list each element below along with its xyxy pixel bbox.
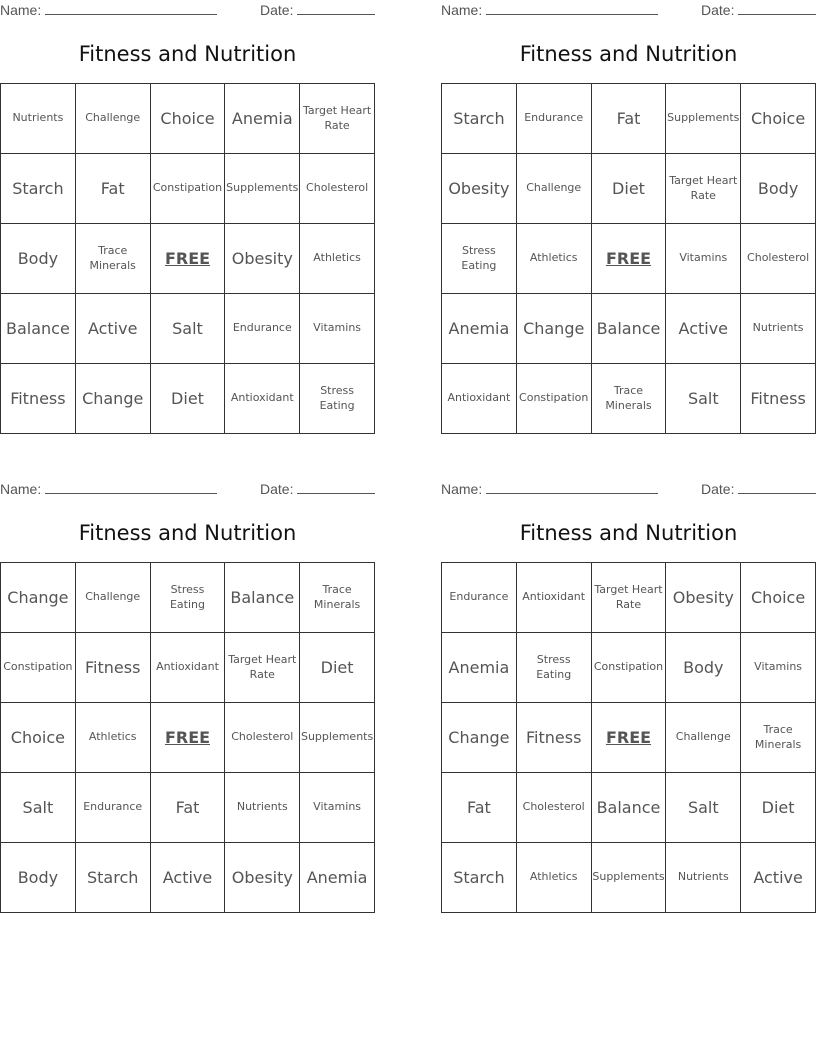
card-header — [441, 479, 816, 501]
bingo-cell: Trace Minerals — [76, 224, 151, 294]
date-blank-line — [297, 2, 375, 15]
bingo-cell: Athletics — [76, 703, 151, 773]
card-header — [0, 479, 375, 501]
bingo-cell: Supplements — [300, 703, 375, 773]
bingo-cell: Body — [1, 224, 76, 294]
bingo-cell: Antioxidant — [225, 364, 300, 434]
bingo-cell: Active — [666, 294, 741, 364]
bingo-cell: Supplements — [592, 843, 667, 913]
bingo-cell: Change — [442, 703, 517, 773]
bingo-cell: Diet — [741, 773, 816, 843]
date-label: Date: — [701, 481, 735, 497]
date-label: Date: — [260, 2, 294, 18]
bingo-cell: Challenge — [666, 703, 741, 773]
bingo-cell: Nutrients — [1, 84, 76, 154]
bingo-cell: Stress Eating — [517, 633, 592, 703]
bingo-cell: Stress Eating — [151, 563, 226, 633]
bingo-cell: Salt — [1, 773, 76, 843]
date-field — [260, 2, 375, 18]
name-label: Name: — [441, 481, 483, 497]
bingo-cell: Active — [76, 294, 151, 364]
bingo-cell: Target Heart Rate — [300, 84, 375, 154]
bingo-cell: Athletics — [300, 224, 375, 294]
bingo-cell: Nutrients — [741, 294, 816, 364]
date-blank-line — [738, 2, 816, 15]
bingo-cell: Balance — [1, 294, 76, 364]
bingo-cell: Choice — [151, 84, 226, 154]
bingo-cell: Nutrients — [666, 843, 741, 913]
bingo-cell: Endurance — [442, 563, 517, 633]
bingo-cell: Endurance — [76, 773, 151, 843]
bingo-cell: Target Heart Rate — [592, 563, 667, 633]
bingo-card — [0, 0, 375, 434]
bingo-cell: Target Heart Rate — [666, 154, 741, 224]
name-label: Name: — [0, 481, 42, 497]
bingo-cell: Anemia — [225, 84, 300, 154]
name-label: Name: — [441, 2, 483, 18]
bingo-cell: Endurance — [517, 84, 592, 154]
bingo-cell: Balance — [225, 563, 300, 633]
name-label: Name: — [0, 2, 42, 18]
bingo-cell: Supplements — [666, 84, 741, 154]
bingo-cell: Starch — [442, 84, 517, 154]
bingo-cell: Constipation — [517, 364, 592, 434]
bingo-cell: Obesity — [666, 563, 741, 633]
bingo-cell: Trace Minerals — [741, 703, 816, 773]
bingo-cell: Starch — [1, 154, 76, 224]
bingo-cell: Supplements — [225, 154, 300, 224]
bingo-cell: Vitamins — [666, 224, 741, 294]
bingo-cell: Fitness — [1, 364, 76, 434]
free-space-cell: FREE — [151, 703, 226, 773]
bingo-cell: Nutrients — [225, 773, 300, 843]
free-space-cell: FREE — [592, 703, 667, 773]
bingo-cell: Obesity — [442, 154, 517, 224]
bingo-cell: Antioxidant — [151, 633, 226, 703]
bingo-grid — [441, 83, 816, 434]
bingo-cell: Fitness — [76, 633, 151, 703]
bingo-cell: Starch — [442, 843, 517, 913]
bingo-cell: Anemia — [442, 294, 517, 364]
name-field — [441, 481, 658, 497]
bingo-cell: Change — [76, 364, 151, 434]
card-title: Fitness and Nutrition — [519, 42, 738, 66]
bingo-cell: Change — [1, 563, 76, 633]
bingo-cell: Trace Minerals — [592, 364, 667, 434]
card-header — [441, 0, 816, 22]
bingo-cell: Constipation — [1, 633, 76, 703]
bingo-cell: Cholesterol — [300, 154, 375, 224]
date-field — [701, 481, 816, 497]
bingo-cell: Choice — [741, 84, 816, 154]
bingo-cell: Salt — [666, 364, 741, 434]
bingo-cell: Anemia — [442, 633, 517, 703]
bingo-cell: Constipation — [151, 154, 226, 224]
bingo-cell: Fat — [592, 84, 667, 154]
bingo-cell: Balance — [592, 294, 667, 364]
bingo-cell: Challenge — [76, 563, 151, 633]
bingo-cell: Fitness — [517, 703, 592, 773]
bingo-cell: Fat — [151, 773, 226, 843]
name-field — [0, 481, 217, 497]
card-title: Fitness and Nutrition — [78, 42, 297, 66]
name-blank-line — [486, 2, 658, 15]
bingo-grid — [0, 562, 375, 913]
bingo-cell: Diet — [592, 154, 667, 224]
bingo-cell: Anemia — [300, 843, 375, 913]
bingo-card — [441, 479, 816, 913]
bingo-cell: Obesity — [225, 843, 300, 913]
bingo-cell: Diet — [151, 364, 226, 434]
bingo-cell: Active — [741, 843, 816, 913]
bingo-grid — [441, 562, 816, 913]
bingo-card — [441, 0, 816, 434]
bingo-cell: Body — [666, 633, 741, 703]
bingo-cell: Stress Eating — [300, 364, 375, 434]
bingo-cell: Cholesterol — [517, 773, 592, 843]
bingo-cell: Endurance — [225, 294, 300, 364]
name-blank-line — [45, 481, 217, 494]
bingo-cell: Starch — [76, 843, 151, 913]
bingo-cell: Active — [151, 843, 226, 913]
bingo-cell: Fat — [442, 773, 517, 843]
bingo-cell: Trace Minerals — [300, 563, 375, 633]
card-title: Fitness and Nutrition — [78, 521, 297, 545]
bingo-card — [0, 479, 375, 913]
name-blank-line — [486, 481, 658, 494]
bingo-cell: Cholesterol — [225, 703, 300, 773]
card-header — [0, 0, 375, 22]
bingo-cell: Body — [1, 843, 76, 913]
bingo-grid — [0, 83, 375, 434]
bingo-cell: Athletics — [517, 843, 592, 913]
bingo-cell: Change — [517, 294, 592, 364]
date-blank-line — [297, 481, 375, 494]
bingo-cell: Antioxidant — [517, 563, 592, 633]
bingo-cell: Diet — [300, 633, 375, 703]
name-field — [441, 2, 658, 18]
bingo-cell: Balance — [592, 773, 667, 843]
date-blank-line — [738, 481, 816, 494]
bingo-cell: Constipation — [592, 633, 667, 703]
free-space-cell: FREE — [151, 224, 226, 294]
date-field — [701, 2, 816, 18]
date-label: Date: — [701, 2, 735, 18]
bingo-cell: Challenge — [517, 154, 592, 224]
bingo-cell: Fat — [76, 154, 151, 224]
bingo-cell: Vitamins — [741, 633, 816, 703]
bingo-cell: Choice — [1, 703, 76, 773]
date-field — [260, 481, 375, 497]
free-space-cell: FREE — [592, 224, 667, 294]
bingo-cell: Body — [741, 154, 816, 224]
bingo-cell: Cholesterol — [741, 224, 816, 294]
bingo-cell: Vitamins — [300, 294, 375, 364]
bingo-cell: Salt — [666, 773, 741, 843]
bingo-cell: Vitamins — [300, 773, 375, 843]
name-field — [0, 2, 217, 18]
name-blank-line — [45, 2, 217, 15]
bingo-cell: Fitness — [741, 364, 816, 434]
bingo-cell: Challenge — [76, 84, 151, 154]
date-label: Date: — [260, 481, 294, 497]
bingo-cell: Target Heart Rate — [225, 633, 300, 703]
card-title: Fitness and Nutrition — [519, 521, 738, 545]
bingo-cell: Salt — [151, 294, 226, 364]
bingo-cell: Antioxidant — [442, 364, 517, 434]
bingo-cell: Obesity — [225, 224, 300, 294]
bingo-cell: Choice — [741, 563, 816, 633]
bingo-cell: Stress Eating — [442, 224, 517, 294]
bingo-cell: Athletics — [517, 224, 592, 294]
